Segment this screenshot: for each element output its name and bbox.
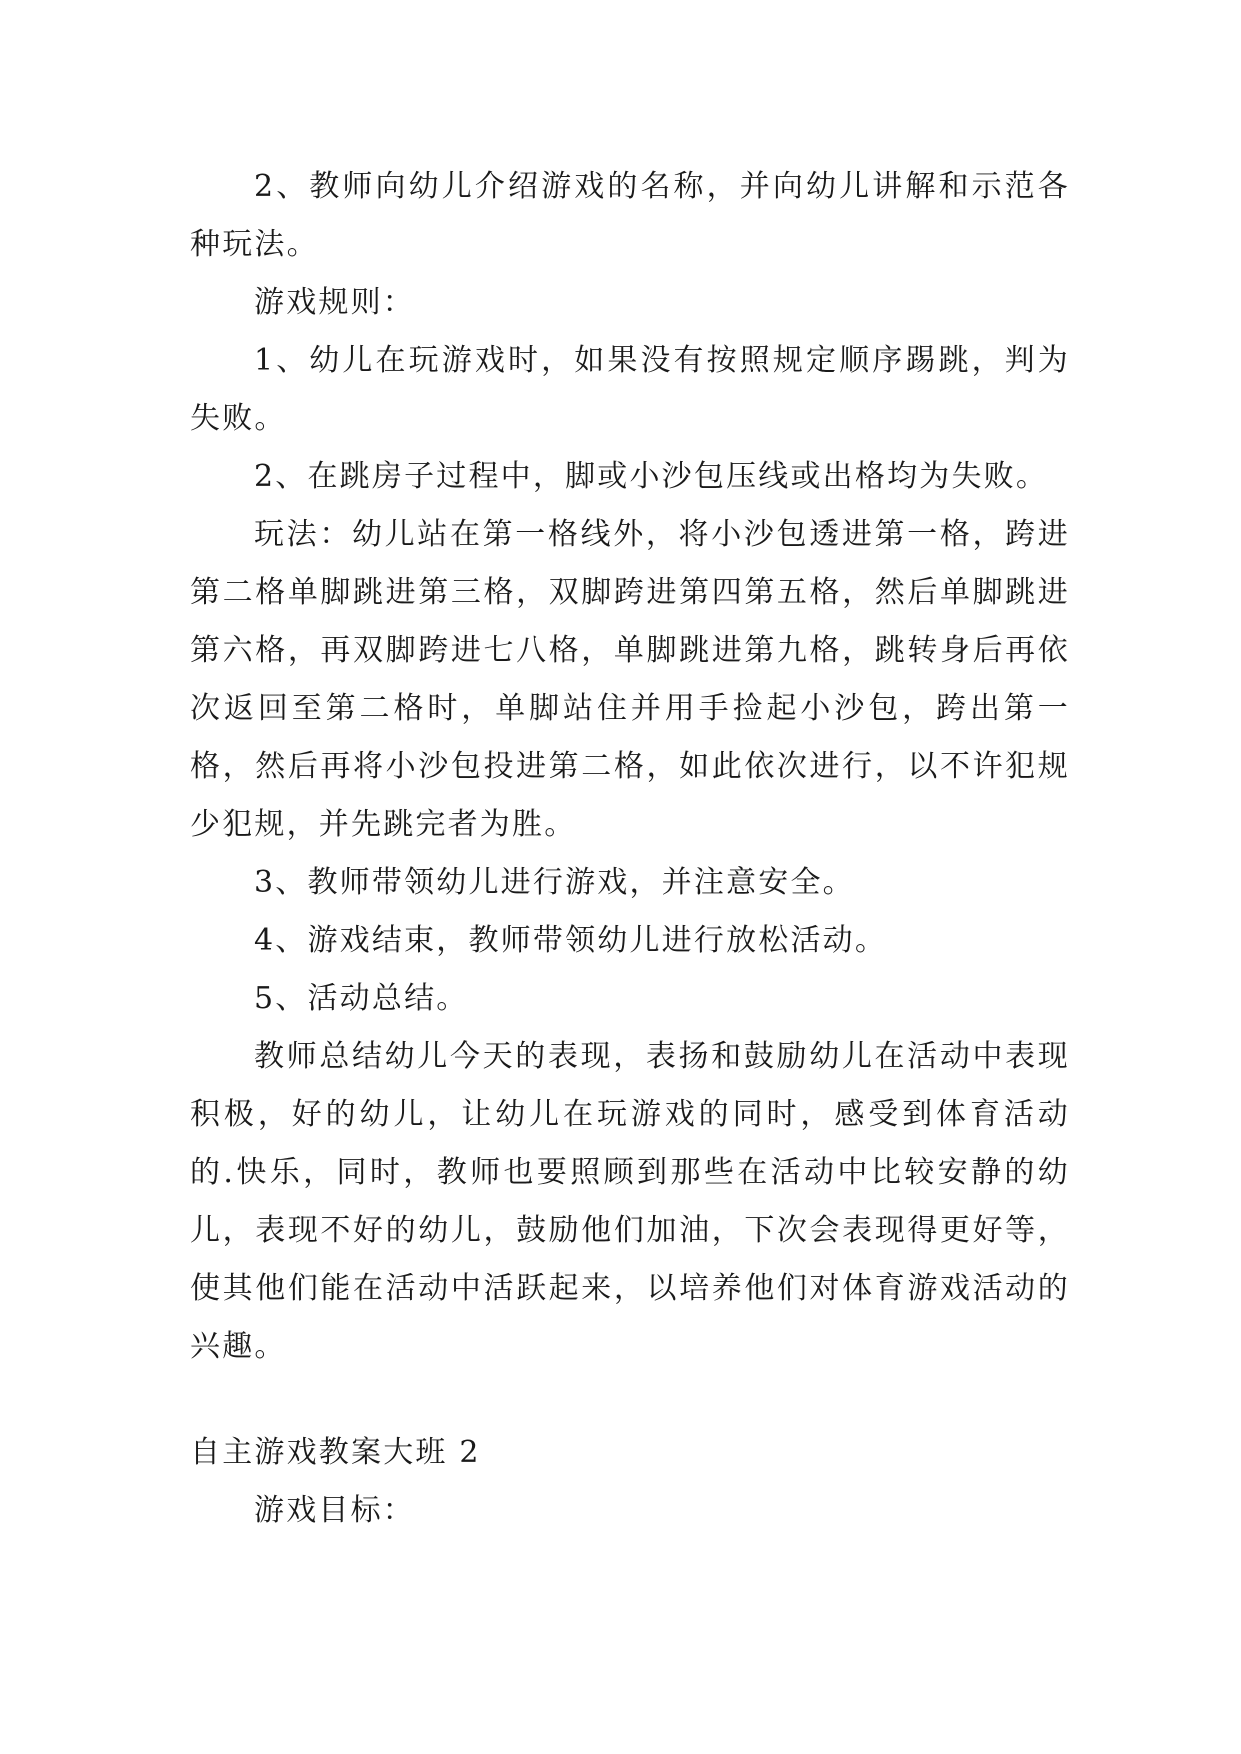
paragraph-intro-step-2: 2、教师向幼儿介绍游戏的名称，并向幼儿讲解和示范各种玩法。 — [190, 169, 1070, 262]
paragraph-summary: 教师总结幼儿今天的表现，表扬和鼓励幼儿在活动中表现积极，好的幼儿，让幼儿在玩游戏的同时，感受到体育活动的.快乐，同时，教师也要照顾到那些在活动中比较安静的幼儿，表现不好的幼儿，鼓励他们加油，下次会表现得更好等，使其他们能在活动中活跃起来，以培养他们对体育游戏活动的兴趣。 — [190, 1039, 1070, 1364]
paragraph-rule-2: 2、在跳房子过程中，脚或小沙包压线或出格均为失败。 — [254, 459, 1049, 494]
paragraph-step-3: 3、教师带领幼儿进行游戏，并注意安全。 — [254, 865, 855, 900]
paragraph-step-4: 4、游戏结束，教师带领幼儿进行放松活动。 — [254, 923, 888, 958]
paragraph-how-to-play: 玩法：幼儿站在第一格线外，将小沙包透进第一格，跨进第二格单脚跳进第三格，双脚跨进第四第五格，然后单脚跳进第六格，再双脚跨进七八格，单脚跳进第九格，跳转身后再依次返回至第二格时，单脚站住并用手捡起小沙包，跨出第一格，然后再将小沙包投进第二格，如此依次进行，以不许犯规少犯规，并先跳完者为胜。 — [190, 517, 1070, 842]
paragraph-rule-1: 1、幼儿在玩游戏时，如果没有按照规定顺序踢跳，判为失败。 — [190, 343, 1070, 436]
paragraph-step-5: 5、活动总结。 — [254, 981, 469, 1016]
section-title: 自主游戏教案大班 2 — [190, 1435, 481, 1470]
document-body — [190, 158, 1070, 1540]
paragraph-rules-heading: 游戏规则： — [254, 285, 415, 320]
paragraph-goals-heading: 游戏目标： — [254, 1493, 415, 1528]
